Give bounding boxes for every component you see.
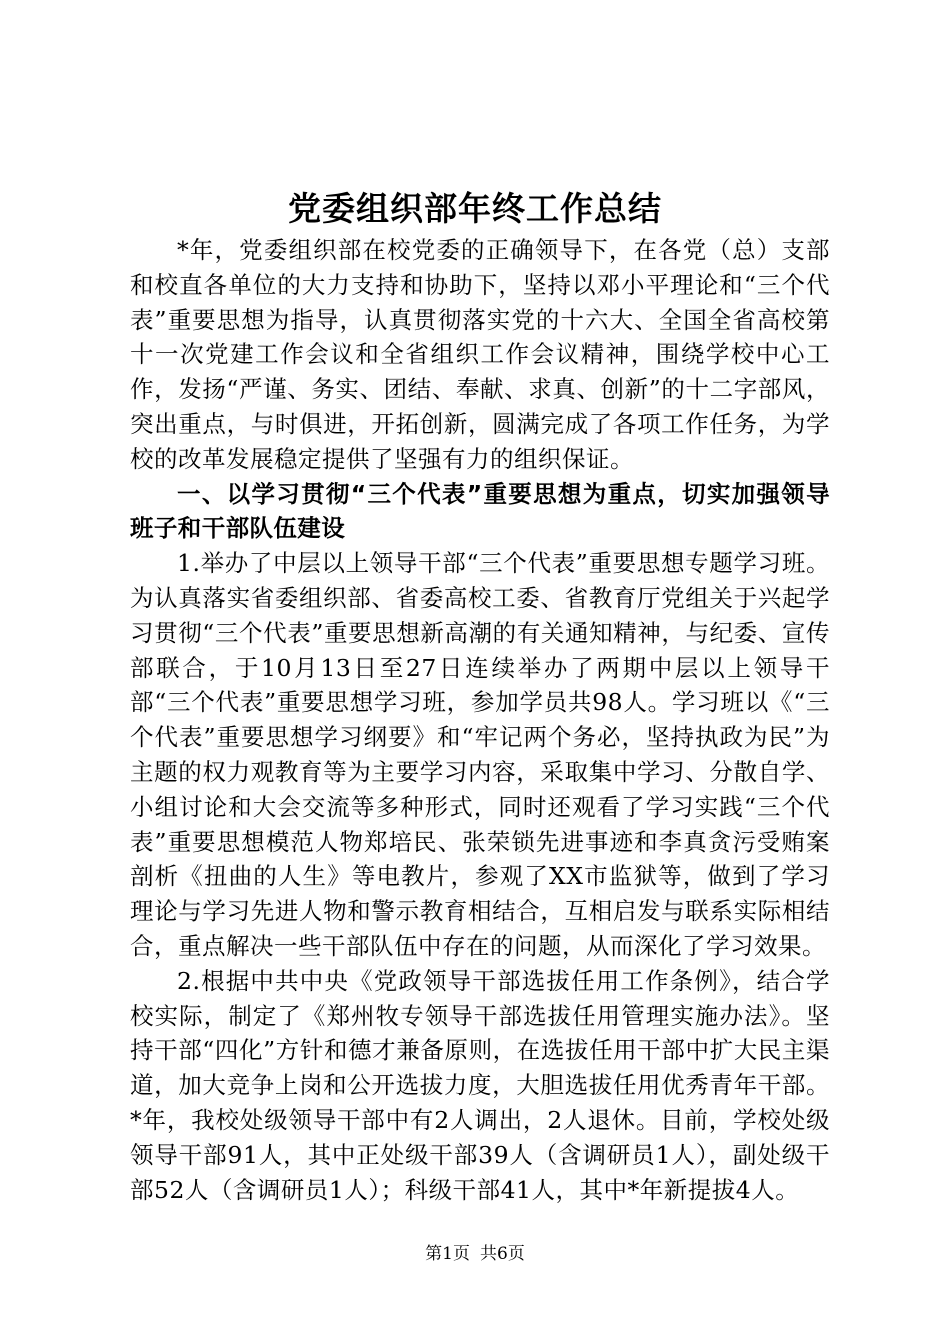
page-number: 第1页 [425,1244,470,1264]
paragraph-item-1: 1.举办了中层以上领导干部“三个代表”重要思想专题学习班。为认真落实省委组织部、省委高校工委、省教育厅党组关于兴起学习贯彻“三个代表”重要思想新高潮的有关通知精神，与纪委、宣传部联合，于10月13日至27日连续举办了两期中层以上领导干部“三个代表”重要思想学习班，参加学员共98人。学习班以《“三个代表”重要思想学习纲要》和“牢记两个务必，坚持执政为民”为主题的权力观教育等为主要学习内容，采取集中学习、分散自学、小组讨论和大会交流等多种形式，同时还观看了学习实践“三个代表”重要思想模范人物郑培民、张荣锁先进事迹和李真贪污受贿案剖析《扭曲的人生》等电教片，参观了XX市监狱等，做到了学习理论与学习先进人物和警示教育相结合，互相启发与联系实际相结合，重点解决一些干部队伍中存在的问题，从而深化了学习效果。 [130,549,830,960]
page-footer [0,1242,950,1266]
section-heading-1: 一、以学习贯彻“三个代表”重要思想为重点，切实加强领导班子和干部队伍建设 [130,479,830,543]
paragraph-item-2: 2.根据中共中央《党政领导干部选拔任用工作条例》，结合学校实际，制定了《郑州牧专领导干部选拔任用管理实施办法》。坚持干部“四化”方针和德才兼备原则，在选拔任用干部中扩大民主渠道，加大竞争上岗和公开选拔力度，大胆选拔任用优秀青年干部。*年，我校处级领导干部中有2人调出，2人退休。目前，学校处级领导干部91人，其中正处级干部39人（含调研员1人），副处级干部52人（含调研员1人）；科级干部41人，其中*年新提拔4人。 [130,966,830,1204]
intro-paragraph: *年，党委组织部在校党委的正确领导下，在各党（总）支部和校直各单位的大力支持和协助下，坚持以邓小平理论和“三个代表”重要思想为指导，认真贯彻落实党的十六大、全国全省高校第十一次党建工作会议和全省组织工作会议精神，围绕学校中心工作，发扬“严谨、务实、团结、奉献、求真、创新”的十二字部风，突出重点，与时俱进，开拓创新，圆满完成了各项工作任务，为学校的改革发展稳定提供了坚强有力的组织保证。 [130,236,830,473]
document-title: 党委组织部年终工作总结 [288,189,662,228]
page-total: 共6页 [480,1244,525,1264]
document-body [130,233,830,1207]
